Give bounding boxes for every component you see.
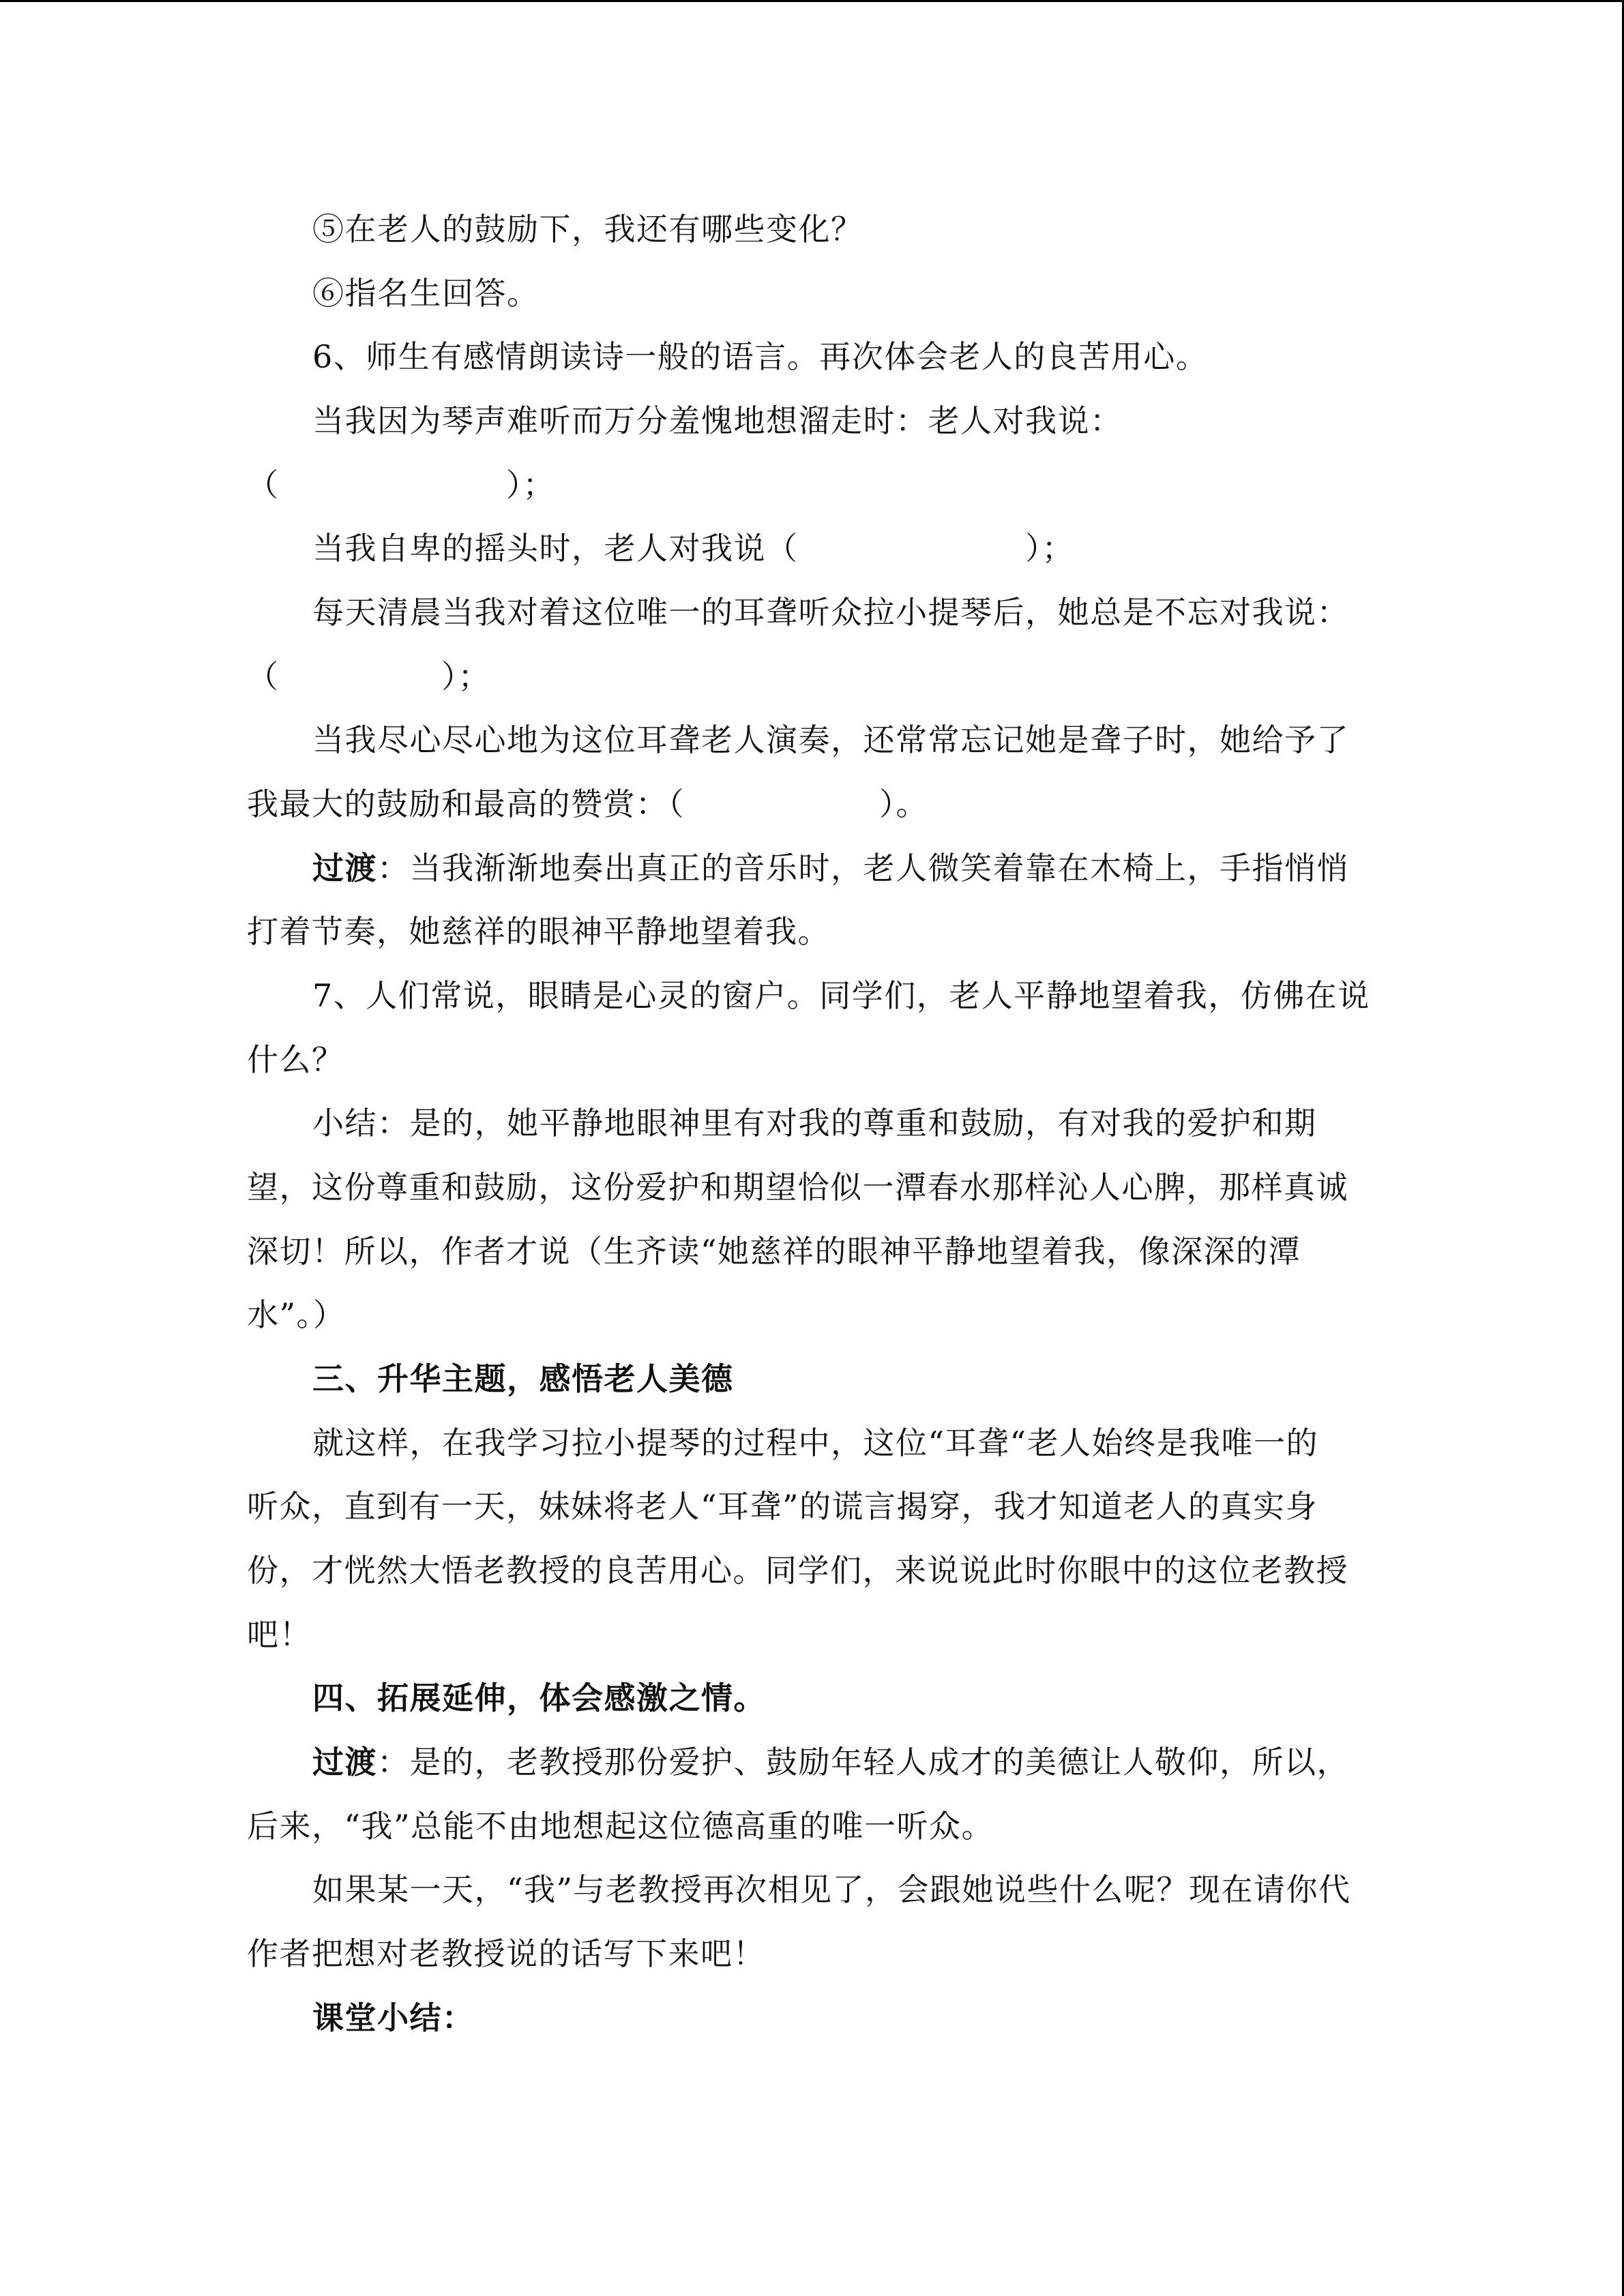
text-line: 当我尽心尽心地为这位耳聋老人演奏，还常常忘记她是聋子时，她给予了 [312, 721, 1349, 758]
text-line: 小结：是的，她平静地眼神里有对我的尊重和鼓励，有对我的爱护和期 [312, 1105, 1317, 1142]
text-line: 水”。） [247, 1296, 346, 1333]
text-line: 深切！所以，作者才说（生齐读“她慈祥的眼神平静地望着我，像深深的潭 [247, 1233, 1301, 1270]
text-span: ：是的，老教授那份爱护、鼓励年轻人成才的美德让人敬仰，所以， [377, 1744, 1349, 1780]
text-line: （ ）； [247, 658, 490, 695]
section-heading: 四、拓展延伸，体会感激之情。 [312, 1680, 766, 1716]
text-line: ⑥指名生回答。 [312, 275, 540, 312]
text-line: ⑤在老人的鼓励下，我还有哪些变化？ [312, 211, 863, 248]
text-line: 打着节奏，她慈祥的眼神平静地望着我。 [247, 913, 830, 950]
text-line: 7、人们常说，眼睛是心灵的窗户。同学们，老人平静地望着我，仿佛在说 [312, 977, 1370, 1014]
text-line: 后来，“我”总能不由地想起这位德高重的唯一听众。 [247, 1808, 994, 1845]
text-line: 作者把想对老教授说的话写下来吧！ [247, 1935, 765, 1972]
text-line: 就这样，在我学习拉小提琴的过程中，这位“耳聋“老人始终是我唯一的 [312, 1425, 1319, 1461]
text-line: 吧！ [247, 1616, 312, 1653]
text-line: 听众，直到有一天，妹妹将老人“耳聋”的谎言揭穿，我才知道老人的真实身 [247, 1488, 1318, 1525]
text-line: 每天清晨当我对着这位唯一的耳聋听众拉小提琴后，她总是不忘对我说： [312, 594, 1349, 631]
text-span: ：当我渐渐地奏出真正的音乐时，老人微笑着靠在木椅上，手指悄悄 [377, 850, 1349, 886]
section-heading: 课堂小结： [312, 1999, 475, 2036]
text-line [312, 1746, 1349, 1778]
text-line: （ ）； [247, 466, 555, 503]
section-heading: 三、升华主题，感悟老人美德 [312, 1360, 734, 1397]
text-line: 我最大的鼓励和最高的赞赏：（ ）。 [247, 786, 928, 822]
text-line: 望，这份尊重和鼓励，这份爱护和期望恰似一潭春水那样沁人心脾，那样真诚 [247, 1169, 1348, 1206]
transition-label: 过渡 [312, 1744, 377, 1780]
text-line [312, 852, 1349, 884]
text-line: 当我因为琴声难听而万分羞愧地想溜走时：老人对我说： [312, 402, 1123, 439]
text-line: 6、师生有感情朗读诗一般的语言。再次体会老人的良苦用心。 [312, 338, 1209, 375]
text-line: 份，才恍然大悟老教授的良苦用心。同学们，来说说此时你眼中的这位老教授 [247, 1552, 1348, 1589]
text-line: 如果某一天，“我”与老教授再次相见了，会跟她说些什么呢？现在请你代 [312, 1871, 1351, 1908]
text-line: 什么？ [247, 1041, 344, 1078]
transition-label: 过渡 [312, 850, 377, 886]
text-line: 当我自卑的摇头时，老人对我说（ ）； [312, 530, 1074, 567]
